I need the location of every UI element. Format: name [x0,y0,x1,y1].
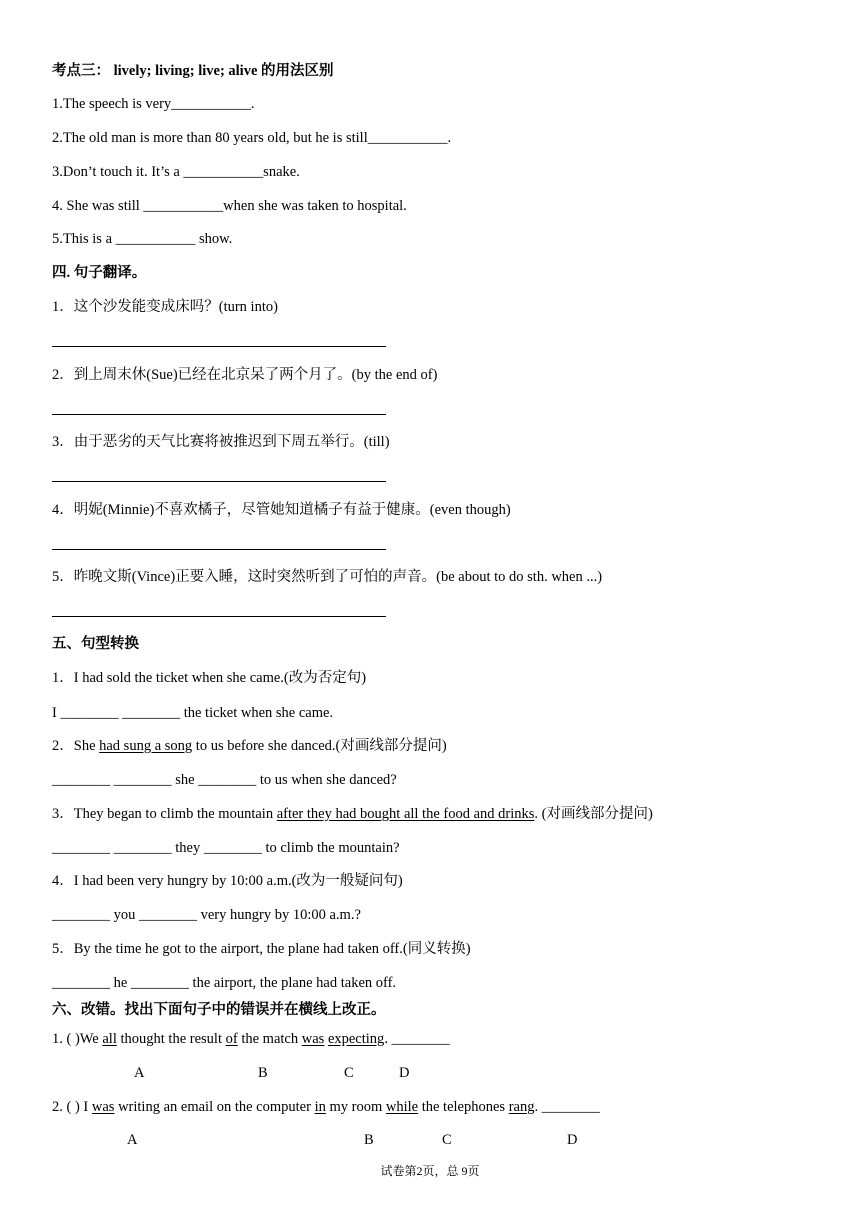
s2-text: writing an email on the computer [114,1099,315,1115]
answer-line-2 [52,414,386,415]
s1-text-end: . ________ [384,1031,450,1047]
s2-text-end: . ________ [534,1099,600,1115]
s1-underlined-a: all [102,1031,117,1047]
sec5-question-5: 5．By the time he got to the airport, the plane had taken off.(同义转换) [52,941,471,957]
sec5-question-2 [52,736,447,756]
s2-underlined-b: in [314,1099,326,1115]
s2-underlined-a: was [91,1099,115,1115]
sec4-item-3: 3．由于恶劣的天气比赛将被推迟到下周五举行。(till) [52,434,390,450]
sec5-question-3 [52,804,653,824]
section-3-title: 考点三： lively; living; live; alive 的用法区别 [52,63,334,79]
s1-label-b: B [258,1065,268,1081]
s1-underlined-c: was [301,1031,325,1047]
s2-label-c: C [442,1132,452,1148]
section-6-title: 六、改错。找出下面句子中的错误并在横线上改正。 [52,1002,386,1018]
sec4-item-5: 5．昨晚文斯(Vince)正要入睡，这时突然听到了可怕的声音。(be about to do sth. when ...) [52,569,603,585]
sec3-item-1: 1.The speech is very___________. [52,96,255,112]
answer-line-1 [52,346,386,347]
s1-label-c: C [344,1065,354,1081]
sec5-answer-1: I ________ ________ the ticket when she came. [52,705,334,721]
sec4-item-2: 2．到上周末休(Sue)已经在北京呆了两个月了。(by the end of) [52,367,438,383]
s2-text: the telephones [418,1099,509,1115]
sec4-item-4: 4．明妮(Minnie)不喜欢橘子，尽管她知道橘子有益于健康。(even though) [52,502,511,518]
s1-underlined-b: of [225,1031,238,1047]
q2-text: 2．She [52,738,100,754]
page-footer: 试卷第2页，总 9页 [380,1164,480,1178]
s1-text: thought the result [116,1031,226,1047]
q3-underlined: after they had bought all the food and drinks [276,806,535,822]
s2-text: my room [325,1099,386,1115]
s1-underlined-d: expecting [327,1031,385,1047]
q3-text: 3．They began to climb the mountain [52,806,277,822]
sec4-item-1: 1．这个沙发能变成床吗？(turn into) [52,299,278,315]
s1-text: the match [237,1031,302,1047]
answer-line-5 [52,616,386,617]
sec3-item-3: 3.Don’t touch it. It’s a ___________snake. [52,164,300,180]
sec5-question-1: 1．I had sold the ticket when she came.(改为否定句) [52,670,367,686]
answer-line-4 [52,549,386,550]
sec3-item-2: 2.The old man is more than 80 years old, but he is still___________. [52,130,452,146]
sec3-item-4: 4. She was still ___________when she was taken to hospital. [52,198,407,214]
sec5-answer-5: ________ he ________ the airport, the plane had taken off. [52,975,397,991]
sec5-answer-2: ________ ________ she ________ to us when she danced? [52,772,397,788]
sec5-question-4: 4．I had been very hungry by 10:00 a.m.(改为一般疑问句) [52,873,403,889]
s2-label-a: A [127,1132,138,1148]
s2-label-d: D [567,1132,578,1148]
sec6-sentence-1 [52,1029,450,1049]
s1-text: 1. ( )We [52,1031,103,1047]
s1-label-a: A [134,1065,145,1081]
answer-line-3 [52,481,386,482]
q2-underlined: had sung a song [99,738,193,754]
s2-text: 2. ( ) I [52,1099,92,1115]
q3-text-end: . (对画线部分提问) [534,806,653,822]
section-4-title: 四. 句子翻译。 [52,265,147,281]
s1-label-d: D [399,1065,410,1081]
s2-underlined-d: rang [508,1099,535,1115]
section-5-title: 五、句型转换 [52,636,139,652]
q2-text-end: to us before she danced.(对画线部分提问) [192,738,447,754]
sec3-item-5: 5.This is a ___________ show. [52,231,233,247]
sec6-sentence-2 [52,1097,600,1117]
sec5-answer-3: ________ ________ they ________ to climb the mountain? [52,840,400,856]
sec5-answer-4: ________ you ________ very hungry by 10:00 a.m.? [52,907,361,923]
s2-underlined-c: while [385,1099,419,1115]
s2-label-b: B [364,1132,374,1148]
